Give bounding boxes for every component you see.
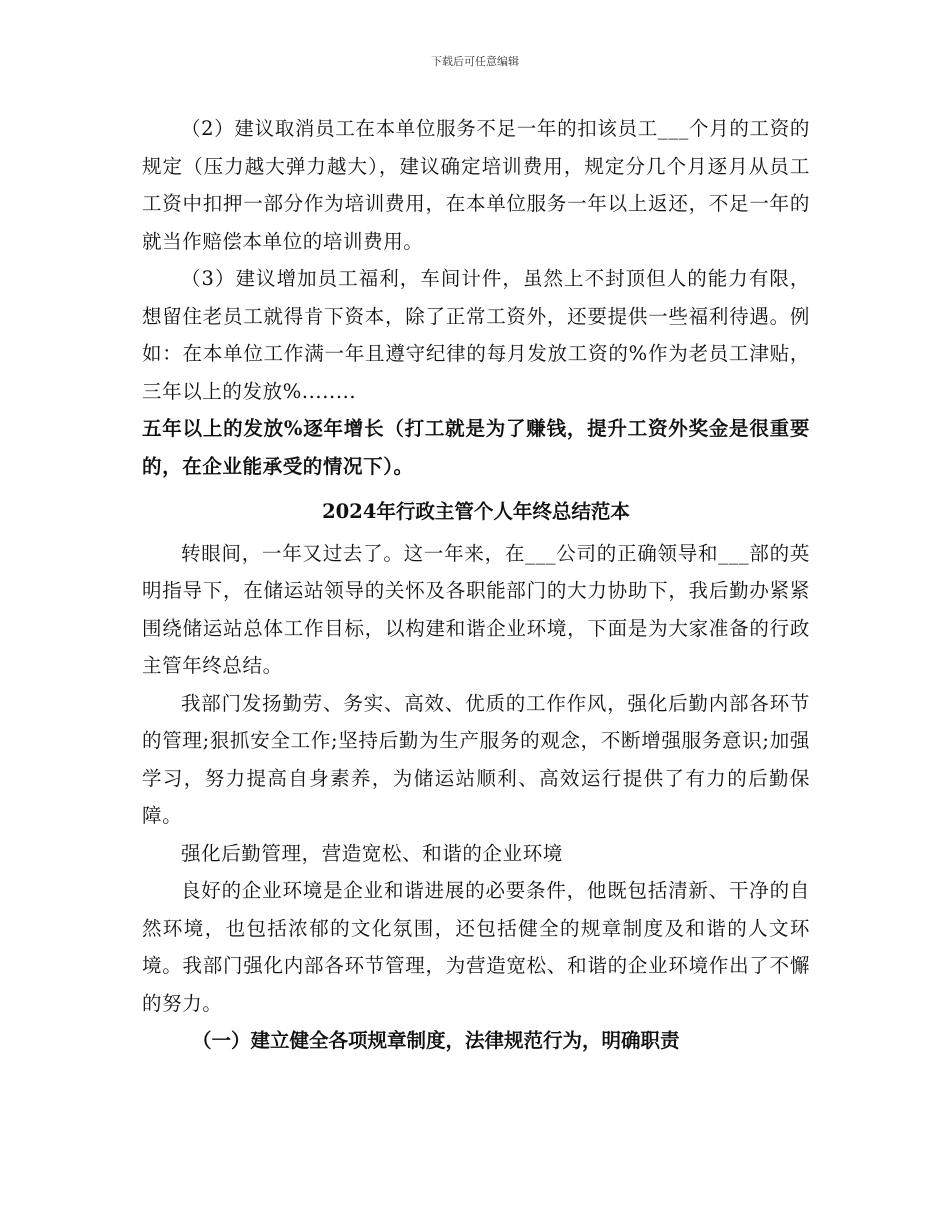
paragraph-bonus-note: 五年以上的发放%逐年增长（打工就是为了赚钱，提升工资外奖金是很重要的，在企业能承受的情况下）。 <box>142 417 810 478</box>
paragraph-section-subtitle: 强化后勤管理，营造宽松、和谐的企业环境 <box>181 841 563 865</box>
section-heading-1: （一）建立健全各项规章制度，法律规范行为，明确职责 <box>192 1029 680 1052</box>
document-title: 2024年行政主管个人年终总结范本 <box>322 500 630 523</box>
paragraph-environment: 良好的企业环境是企业和谐进展的必要条件，他既包括清新、干净的自然环境，也包括浓郁的文化氛围，还包括健全的规章制度及和谐的人文环境。我部门强化内部各环节管理，为营造宽松、和谐的企业环境作出了不懈的努力。 <box>142 879 810 1015</box>
page-header: 下载后可任意编辑 <box>431 55 519 68</box>
document-body <box>142 110 810 1060</box>
paragraph-work-style: 我部门发扬勤劳、务实、高效、优质的工作作风，强化后勤内部各环节的管理;狠抓安全工作;坚持后勤为生产服务的观念，不断增强服务意识;加强学习，努力提高自身素养，为储运站顺利、高效运行提供了有力的后勤保障。 <box>142 691 810 827</box>
paragraph-suggestion-3: （3）建议增加员工福利，车间计件，虽然上不封顶但人的能力有限，想留住老员工就得肯下资本，除了正常工资外，还要提供一些福利待遇。例如：在本单位工作满一年且遵守纪律的每月发放工资的%作为老员工津贴，三年以上的发放%........ <box>142 267 810 403</box>
paragraph-suggestion-2: （2）建议取消员工在本单位服务不足一年的扣该员工___个月的工资的规定（压力越大弹力越大），建议确定培训费用，规定分几个月逐月从员工工资中扣押一部分作为培训费用，在本单位服务一年以上返还，不足一年的就当作赔偿本单位的培训费用。 <box>142 117 810 253</box>
paragraph-intro: 转眼间，一年又过去了。这一年来，在___公司的正确领导和___部的英明指导下，在储运站领导的关怀及各职能部门的大力协助下，我后勤办紧紧围绕储运站总体工作目标，以构建和谐企业环境，下面是为大家准备的行政主管年终总结。 <box>142 541 810 677</box>
